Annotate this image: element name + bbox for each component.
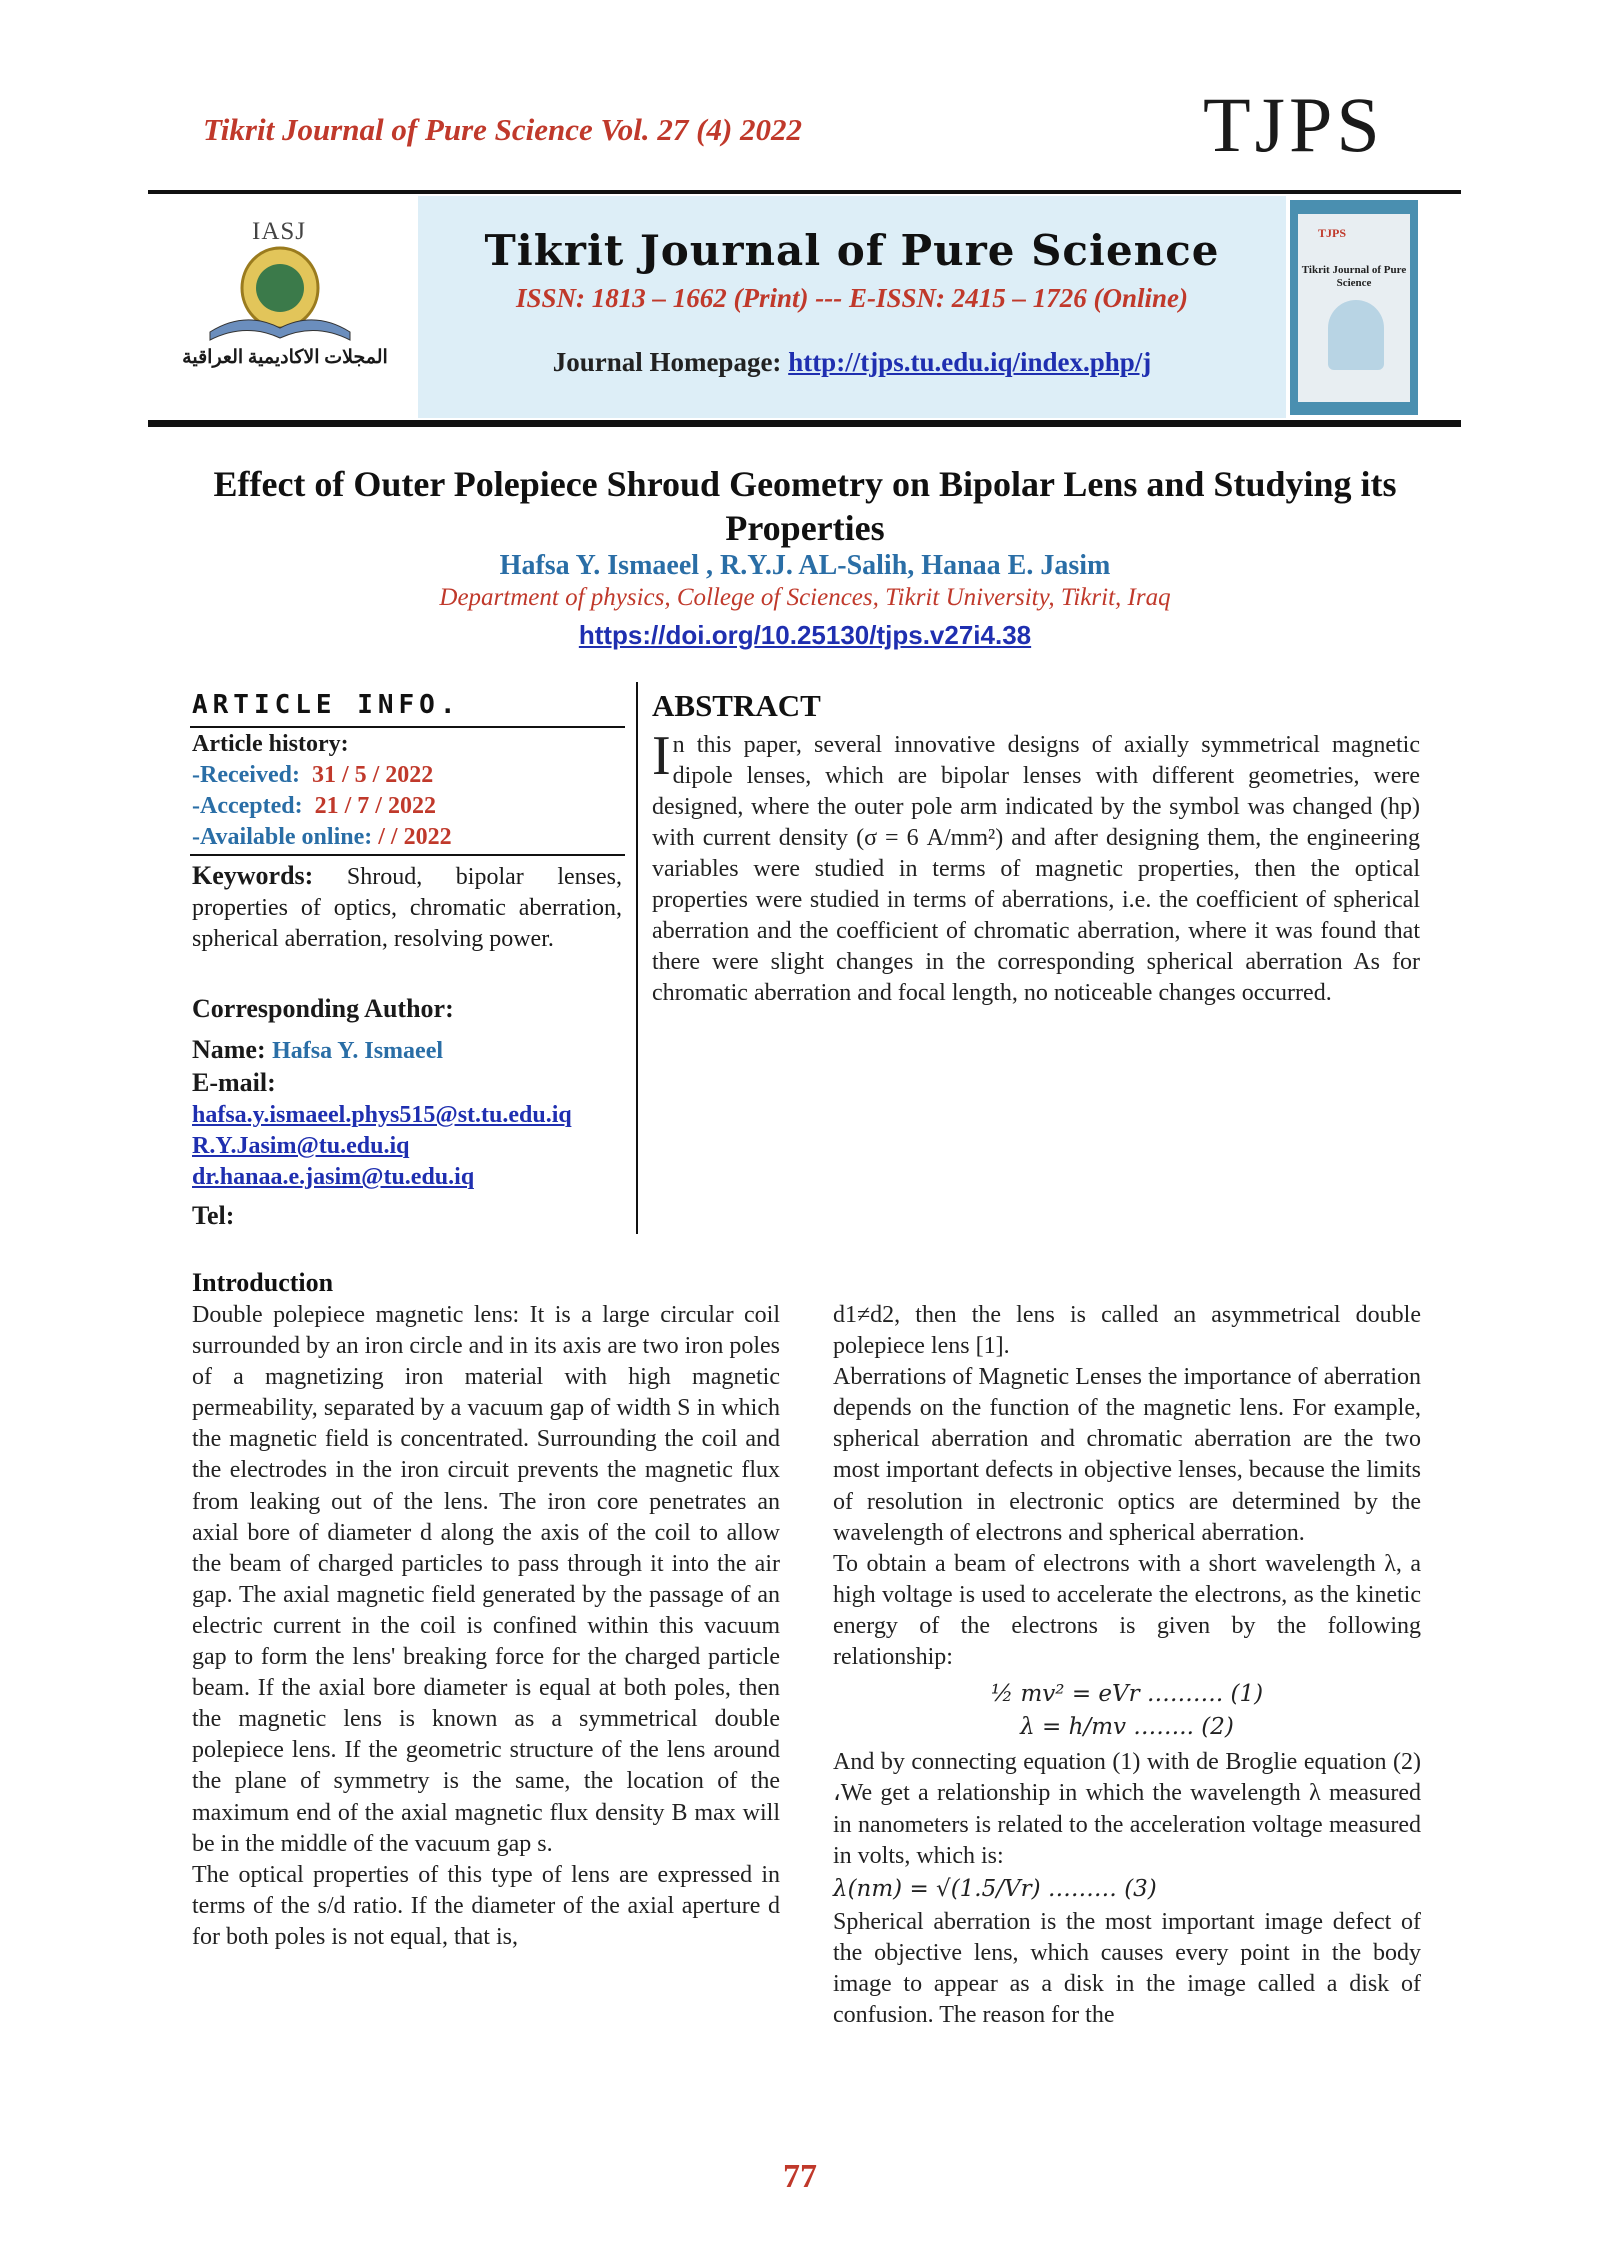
article-history-label: Article history:: [192, 731, 349, 757]
banner-journal-title: Tikrit Journal of Pure Science: [484, 226, 1220, 275]
intro-paragraph: d1≠d2, then the lens is called an asymmetrical double polepiece lens [1].: [833, 1302, 1421, 1360]
intro-paragraph: Aberrations of Magnetic Lenses the importance of aberration depends on the function of the magnetic lens. For example, spherical aberration and chromatic aberration are the two most important defects in objective lenses, because the limits of resolution in electronic optics are determined by the wavelength of electrons and spherical aberration.: [833, 1364, 1421, 1546]
accepted-row: [192, 791, 436, 822]
cover-tjps-label: TJPS: [1318, 226, 1347, 240]
keywords-label: Keywords:: [192, 861, 314, 890]
email-label: E-mail:: [192, 1068, 276, 1097]
intro-paragraph: And by connecting equation (1) with de Broglie equation (2) ،We get a relationship in which the wavelength λ measured in nanometers is related to the acceleration voltage measured in volts, which is:: [833, 1749, 1421, 1869]
tel-label: Tel:: [192, 1201, 235, 1230]
banner-issn: ISSN: 1813 – 1662 (Print) --- E-ISSN: 2415 – 1726 (Online): [515, 283, 1189, 313]
journal-running-header: Tikrit Journal of Pure Science Vol. 27 (4) 2022: [203, 112, 803, 147]
intro-paragraph: To obtain a beam of electrons with a short wavelength λ, a high voltage is used to accelerate the electrons, as the kinetic energy of the electrons is given by the following relationship:: [833, 1550, 1421, 1671]
equation-2: λ = h/mv …….. (2): [1020, 1714, 1234, 1741]
paper-title: Effect of Outer Polepiece Shroud Geometry on Bipolar Lens and Studying its Properties: [213, 464, 1397, 548]
intro-paragraph: The optical properties of this type of lens are expressed in terms of the s/d ratio. If the diameter of the axial aperture d for both poles is not equal, that is,: [192, 1861, 780, 1950]
paper-authors: Hafsa Y. Ismaeel , R.Y.J. AL-Salih, Hanaa E. Jasim: [499, 550, 1111, 581]
email-link-2[interactable]: R.Y.Jasim@tu.edu.iq: [192, 1133, 410, 1159]
iasj-label: IASJ: [252, 218, 307, 245]
equation-1: ½ mv² = eVr ………. (1): [990, 1681, 1264, 1708]
author-name-row: [192, 1034, 443, 1067]
history-rule: [190, 854, 625, 856]
cover-art-shape: [1328, 300, 1384, 370]
paper-affiliation: Department of physics, College of Sciences, Tikrit University, Tikrit, Iraq: [439, 584, 1171, 611]
banner-top-rule: [148, 190, 1461, 194]
received-row: [192, 760, 433, 791]
abstract-heading: ABSTRACT: [652, 688, 821, 723]
abstract-text: n this paper, several innovative designs of axially symmetrical magnetic dipole lenses, which are bipolar lenses with different geometries, were designed, where the outer pole arm indicated by the symbol was changed (hp) with current density (σ = 6 A/mm²) and after designing them, the engineering variables were studied in terms of magnetic properties, then the optical properties were studied in terms of aberrations, i.e. the coefficient of spherical aberration and the coefficient of chromatic aberration, where it was found that there were slight changes in the corresponding spherical aberration As for chromatic aberration and focal length, no noticeable changes occurred.: [652, 732, 1420, 1006]
banner-bottom-rule: [148, 420, 1461, 427]
available-label: -Available online:: [192, 824, 373, 850]
article-info-rule: [190, 726, 625, 728]
accepted-value: 21 / 7 / 2022: [314, 793, 436, 819]
intro-paragraph: Spherical aberration is the most important image defect of the objective lens, which causes every point in the body image to appear as a disk in the image called a disk of confusion. The reason for the: [833, 1908, 1421, 2029]
email-link-3[interactable]: dr.hanaa.e.jasim@tu.edu.iq: [192, 1164, 475, 1190]
homepage-link[interactable]: http://tjps.tu.edu.iq/index.php/j: [788, 347, 1152, 377]
banner-homepage: [418, 347, 1286, 378]
name-value: Hafsa Y. Ismaeel: [272, 1038, 444, 1064]
abstract-dropcap: I: [652, 725, 671, 787]
intro-column-left: [192, 1300, 780, 1953]
available-value: / / 2022: [372, 824, 452, 850]
available-row: [192, 822, 452, 853]
corresponding-author-label: Corresponding Author:: [192, 994, 454, 1023]
iasj-arabic-caption: المجلات الاكاديمية العراقية: [182, 347, 388, 368]
accepted-label: -Accepted:: [192, 793, 303, 819]
keywords: [192, 860, 622, 955]
keywords-text: Shroud, bipolar lenses, properties of optics, chromatic aberration, spherical aberration, resolving power.: [192, 864, 622, 952]
article-info-heading: ARTICLE INFO.: [192, 690, 461, 720]
abstract-body: [652, 725, 1420, 1009]
introduction-heading: Introduction: [192, 1268, 334, 1297]
homepage-label: Journal Homepage:: [552, 347, 789, 377]
received-value: 31 / 5 / 2022: [311, 762, 434, 788]
received-label: -Received:: [192, 762, 300, 788]
name-label: Name:: [192, 1035, 266, 1064]
tjps-logo-text: TJPS: [1203, 81, 1384, 168]
column-divider: [636, 682, 638, 1234]
doi-link[interactable]: https://doi.org/10.25130/tjps.v27i4.38: [578, 620, 1032, 650]
intro-paragraph: Double polepiece magnetic lens: It is a large circular coil surrounded by an iron circle and in its axis are two iron poles of a magnetizing iron material with high magnetic permeability, separated by a vacuum gap of width S in which the magnetic field is concentrated. Surrounding the coil and the electrodes in the iron circuit prevents the magnetic flux from leaking out of the lens. The iron core penetrates an axial bore of diameter d along the axis of the coil to allow the beam of charged particles to pass through it into the air gap. The axial magnetic field generated by the passage of an electric current in the coil is confined within this vacuum gap to form the lens' breaking force for the charged particle beam. If the axial bore diameter is equal at both poles, then the magnetic lens is known as a symmetrical double polepiece lens. If the geometric structure of the lens around the plane of symmetry is the same, the location of the maximum end of the axial magnetic flux density B max will be in the middle of the vacuum gap s.: [192, 1302, 780, 1857]
equation-3: λ(nm) = √(1.5/Vr) ……… (3): [833, 1875, 1157, 1902]
email-link-1[interactable]: hafsa.y.ismaeel.phys515@st.tu.edu.iq: [192, 1102, 572, 1128]
intro-column-right: [833, 1300, 1421, 2031]
page-number: 77: [783, 2158, 817, 2195]
cover-journal-name: Tikrit Journal of Pure Science: [1301, 264, 1407, 289]
iasj-logo-icon: [200, 244, 360, 344]
